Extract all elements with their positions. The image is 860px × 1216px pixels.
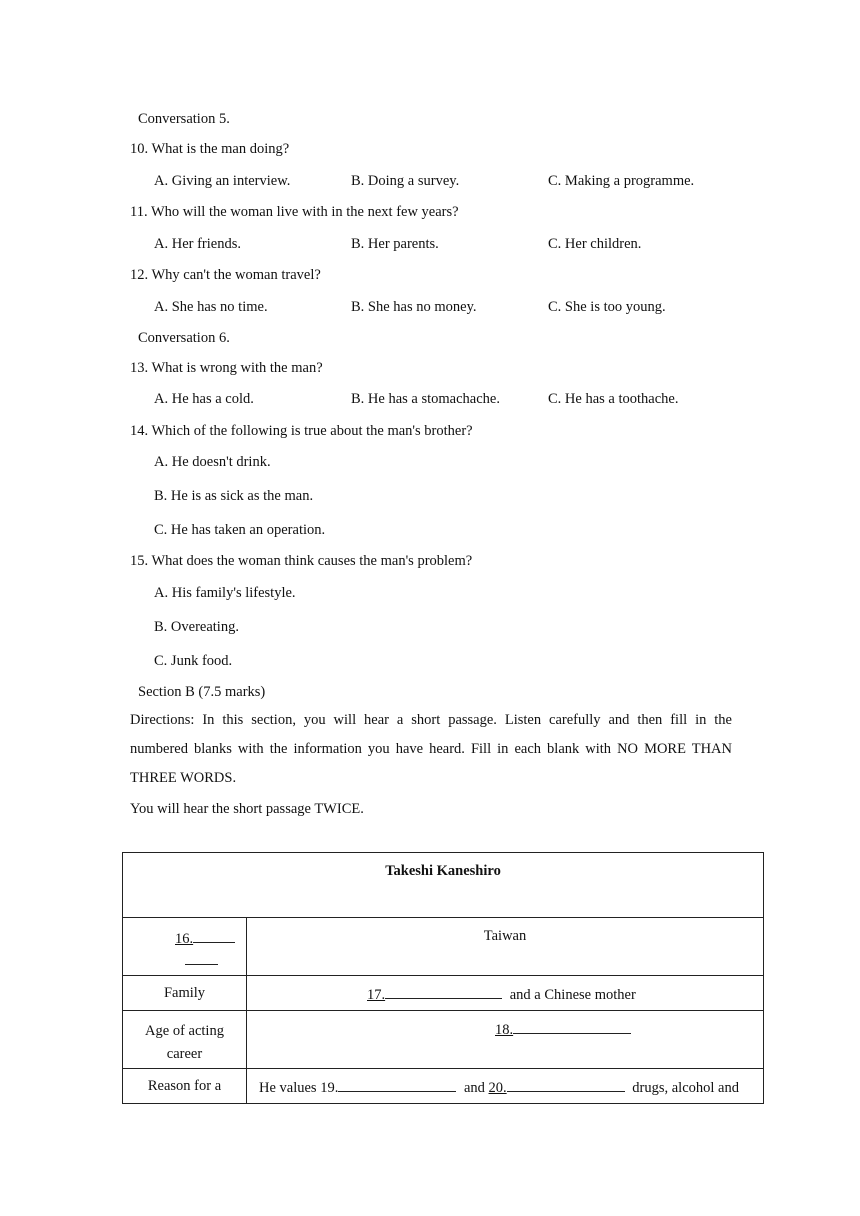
q15-option-a: A. His family's lifestyle. — [154, 585, 296, 601]
directions-line-1: Directions: In this section, you will hear a short passage. Listen carefully and then fill in the — [130, 712, 732, 728]
age-value-cell — [247, 1011, 764, 1069]
question-11: 11. Who will the woman live with in the next few years? — [130, 204, 459, 220]
q13-option-a: A. He has a cold. — [154, 391, 254, 407]
table-row-16 — [123, 918, 764, 976]
q13-option-b: B. He has a stomachache. — [351, 391, 500, 407]
blank-18-number: 18. — [495, 1022, 514, 1038]
family-label: Family — [123, 976, 247, 1011]
question-12: 12. Why can't the woman travel? — [130, 267, 321, 283]
q12-option-c: C. She is too young. — [548, 299, 666, 315]
directions-line-3: THREE WORDS. — [130, 770, 237, 786]
age-label-line-2: career — [166, 1046, 203, 1062]
section-b-heading: Section B (7.5 marks) — [138, 684, 266, 700]
question-14: 14. Which of the following is true about the man's brother? — [130, 423, 473, 439]
q11-option-c: C. Her children. — [548, 236, 642, 252]
reason-value-cell — [247, 1069, 764, 1104]
question-13: 13. What is wrong with the man? — [130, 360, 323, 376]
q10-option-a: A. Giving an interview. — [154, 173, 291, 189]
family-value-cell — [247, 976, 764, 1011]
blank-16-number: 16. — [175, 931, 194, 947]
reason-label: Reason for a — [123, 1069, 247, 1104]
blank-17-number: 17. — [367, 987, 386, 1003]
q13-option-c: C. He has a toothache. — [548, 391, 679, 407]
blank-16-line-cont[interactable] — [185, 951, 218, 965]
listen-twice-note: You will hear the short passage TWICE. — [130, 801, 364, 817]
row-16-value: Taiwan — [247, 918, 764, 976]
blank-17-line[interactable] — [385, 985, 502, 999]
blank-20-number: 20. — [488, 1080, 507, 1096]
question-10: 10. What is the man doing? — [130, 141, 290, 157]
q11-option-a: A. Her friends. — [154, 236, 241, 252]
q15-option-b: B. Overeating. — [154, 619, 239, 635]
family-after-text: and a Chinese mother — [509, 987, 636, 1003]
reason-and: and — [463, 1080, 485, 1096]
q10-option-c: C. Making a programme. — [548, 173, 695, 189]
age-label-line-1: Age of acting — [145, 1023, 224, 1039]
blank-16-cell — [123, 918, 247, 976]
reason-after-text: drugs, alcohol and — [632, 1080, 739, 1096]
blank-18-line[interactable] — [513, 1020, 631, 1034]
q12-option-b: B. She has no money. — [351, 299, 477, 315]
table-title: Takeshi Kaneshiro — [123, 853, 764, 918]
q14-option-c: C. He has taken an operation. — [154, 522, 326, 538]
table-row-reason — [123, 1069, 764, 1104]
blank-16-line[interactable] — [193, 929, 235, 943]
q11-option-b: B. Her parents. — [351, 236, 439, 252]
q15-option-c: C. Junk food. — [154, 653, 233, 669]
section-b-directions — [130, 706, 732, 793]
q10-option-b: B. Doing a survey. — [351, 173, 460, 189]
conversation-5-heading: Conversation 5. — [138, 111, 230, 127]
table-row-age — [123, 1011, 764, 1069]
conversation-6-heading: Conversation 6. — [138, 330, 230, 346]
table-title-row — [123, 853, 764, 918]
blank-19-line[interactable] — [338, 1078, 456, 1092]
question-15: 15. What does the woman think causes the man's problem? — [130, 553, 473, 569]
age-label-cell — [123, 1011, 247, 1069]
takeshi-kaneshiro-table — [122, 852, 764, 1104]
q12-option-a: A. She has no time. — [154, 299, 268, 315]
directions-line-2: numbered blanks with the information you have heard. Fill in each blank with NO MORE THAN — [130, 741, 732, 757]
table-row-family — [123, 976, 764, 1011]
q14-option-a: A. He doesn't drink. — [154, 454, 271, 470]
reason-prefix: He values 19. — [259, 1080, 339, 1096]
q14-option-b: B. He is as sick as the man. — [154, 488, 314, 504]
blank-20-line[interactable] — [507, 1078, 625, 1092]
